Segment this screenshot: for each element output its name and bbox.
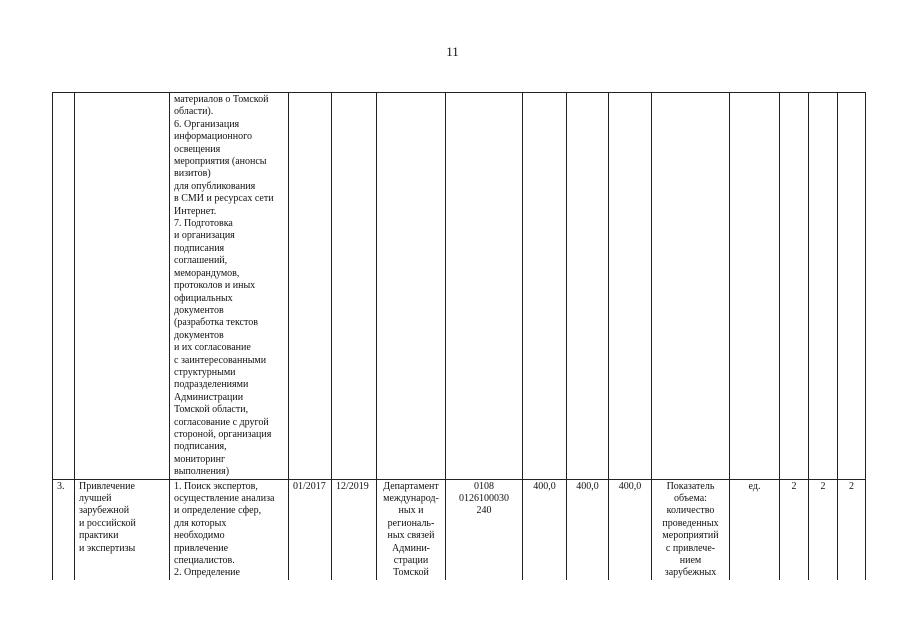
table-row (53, 479, 866, 580)
cell-value-3 (609, 93, 652, 480)
activities-table (52, 92, 866, 580)
cell-value-2: 400,0 (567, 479, 609, 580)
cell-num: 3. (53, 479, 75, 580)
cell-value-1: 400,0 (523, 479, 567, 580)
cell-activities: 1. Поиск экспертов, осуществление анализа и определение сфер, для которых необходимо привлечение специалистов. 2. Определение (170, 479, 289, 580)
cell-activities: материалов о Томской области). 6. Организация информационного освещения мероприятия (анонсы визитов) для опубликования в СМИ и ресурсах сети Интернет. 7. Подготовка и организация подписания соглашений, меморандумов, протоколов и иных официальных документов (разработка текстов документов и их согласование с заинтересованными структурными подразделениями Администрации Томской области, согласование с другой стороной, организация подписания, мониторинг выполнения) (170, 93, 289, 480)
cell-indicator-value-3: 2 (838, 479, 866, 580)
cell-value-1 (523, 93, 567, 480)
cell-executor: Департамент международ- ных и региональ- ных связей Админи- страции Томской (377, 479, 446, 580)
cell-indicator (652, 93, 730, 480)
cell-executor (377, 93, 446, 480)
cell-indicator-value-2: 2 (809, 479, 838, 580)
table-row (53, 93, 866, 480)
cell-indicator-value-2 (809, 93, 838, 480)
cell-name (75, 93, 170, 480)
cell-indicator: Показатель объема: количество проведенных мероприятий с привлече- нием зарубежных (652, 479, 730, 580)
cell-end (332, 93, 377, 480)
cell-start (289, 93, 332, 480)
cell-start: 01/2017 (289, 479, 332, 580)
cell-indicator-value-1 (780, 93, 809, 480)
cell-kbk (446, 93, 523, 480)
page-number: 11 (446, 44, 459, 59)
cell-kbk: 0108 0126100030 240 (446, 479, 523, 580)
cell-indicator-value-1: 2 (780, 479, 809, 580)
cell-unit: ед. (730, 479, 780, 580)
cell-name: Привлечение лучшей зарубежной и российской практики и экспертизы (75, 479, 170, 580)
cell-value-3: 400,0 (609, 479, 652, 580)
cell-end: 12/2019 (332, 479, 377, 580)
cell-value-2 (567, 93, 609, 480)
cell-indicator-value-3 (838, 93, 866, 480)
cell-unit (730, 93, 780, 480)
cell-num (53, 93, 75, 480)
